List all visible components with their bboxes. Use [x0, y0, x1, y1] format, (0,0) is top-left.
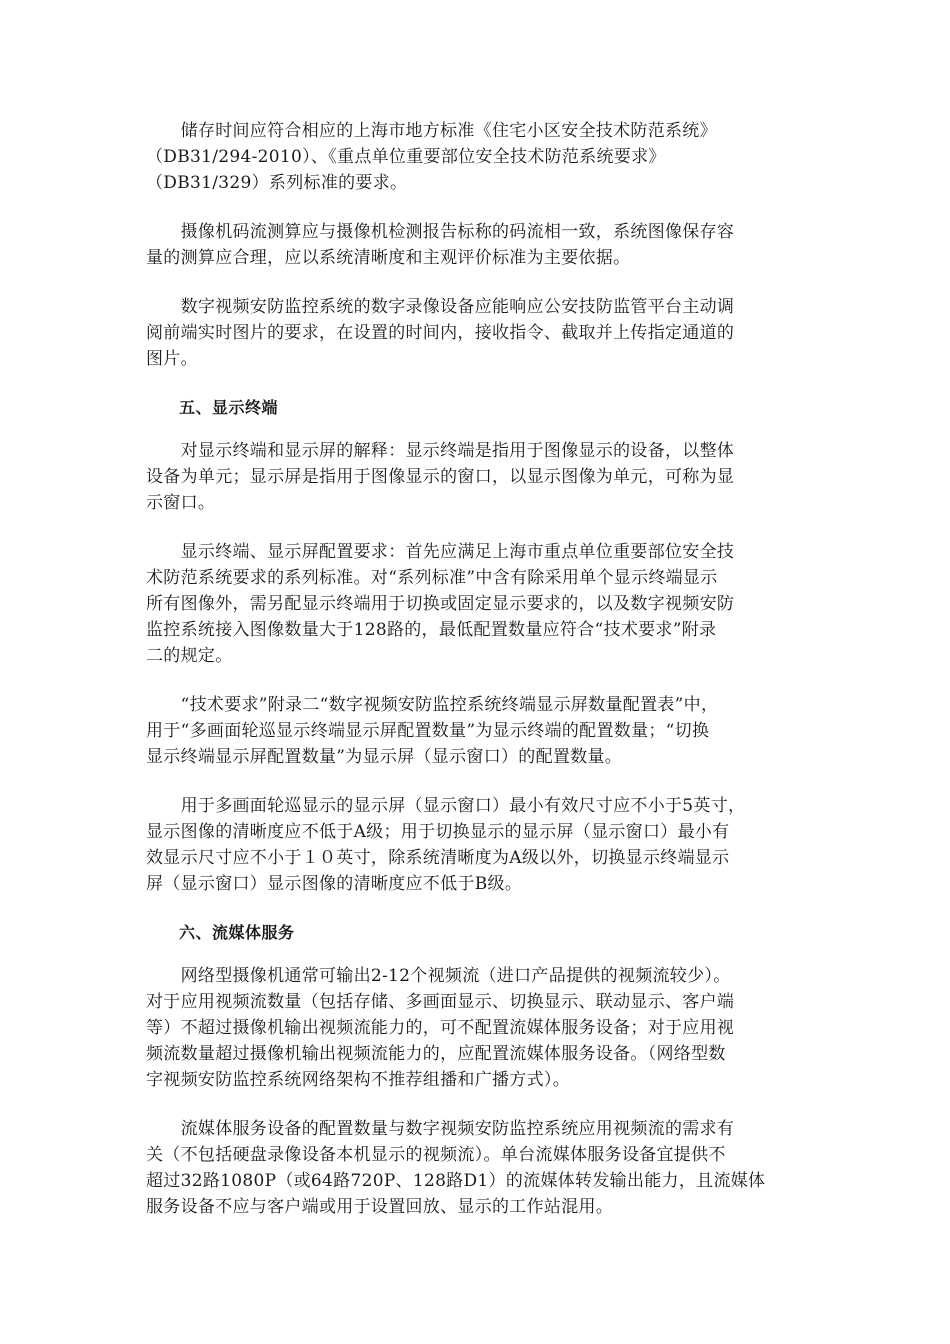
paragraph-storage-time: 储存时间应符合相应的上海市地方标准《住宅小区安全技术防范系统》 （DB31/294-2010）、《重点单位重要部位安全技术防范系统要求》 （DB31/329）系列标准的要求。: [146, 121, 717, 193]
section-heading-display-terminal: 五、显示终端: [179, 398, 279, 417]
paragraph-streaming-capacity: 流媒体服务设备的配置数量与数字视频安防监控系统应用视频流的需求有 关（不包括硬盘录像设备本机显示的视频流）。单台流媒体服务设备宜提供不 超过32路1080P（或64路720P、128路D1）的流媒体转发输出能力，且流媒体 服务设备不应与客户端或用于设置回放、显示的工作站混用。: [146, 1119, 766, 1217]
paragraph-video-streams: 网络型摄像机通常可输出2-12个视频流（进口产品提供的视频流较少）。 对于应用视频流数量（包括存储、多画面显示、切换显示、联动显示、客户端 等）不超过摄像机输出视频流能力的，可不配置流媒体服务设备；对于应用视 频流数量超过摄像机输出视频流能力的，应配置流媒体服务设备。（网络型数 字视频安防监控系统网络架构不推荐组播和广播方式）。: [146, 966, 735, 1090]
paragraph-display-definition: 对显示终端和显示屏的解释：显示终端是指用于图像显示的设备，以整体 设备为单元；显示屏是指用于图像显示的窗口，以显示图像为单元，可称为显 示窗口。: [146, 441, 735, 513]
paragraph-screen-size: 用于多画面轮巡显示的显示屏（显示窗口）最小有效尺寸应不小于5英寸， 显示图像的清晰度应不低于A级；用于切换显示的显示屏（显示窗口）最小有 效显示尺寸应不小于１０英寸，除系统清晰度为A级以外，切换显示终端显示 屏（显示窗口）显示图像的清晰度应不低于B级。: [146, 796, 746, 894]
paragraph-recorder-response: 数字视频安防监控系统的数字录像设备应能响应公安技防监管平台主动调 阅前端实时图片的要求，在设置的时间内，接收指令、截取并上传指定通道的 图片。: [146, 297, 735, 369]
paragraph-bitrate: 摄像机码流测算应与摄像机检测报告标称的码流相一致，系统图像保存容 量的测算应合理，应以系统清晰度和主观评价标准为主要依据。: [146, 222, 735, 268]
section-heading-streaming-service: 六、流媒体服务: [179, 923, 295, 942]
paragraph-display-requirements: 显示终端、显示屏配置要求：首先应满足上海市重点单位重要部位安全技 术防范系统要求的系列标准。对“系列标准”中含有除采用单个显示终端显示 所有图像外，需另配显示终端用于切换或固定显示要求的，以及数字视频安防 监控系统接入图像数量大于128路的，最低配置数量应符合“技术要求”附录 二的规定。: [146, 542, 735, 666]
paragraph-appendix-two: “技术要求”附录二“数字视频安防监控系统终端显示屏数量配置表”中， 用于“多画面轮巡显示终端显示屏配置数量”为显示终端的配置数量；“切换 显示终端显示屏配置数量”为显示屏（显示窗口）的配置数量。: [146, 695, 719, 767]
document-page: [146, 118, 806, 1243]
